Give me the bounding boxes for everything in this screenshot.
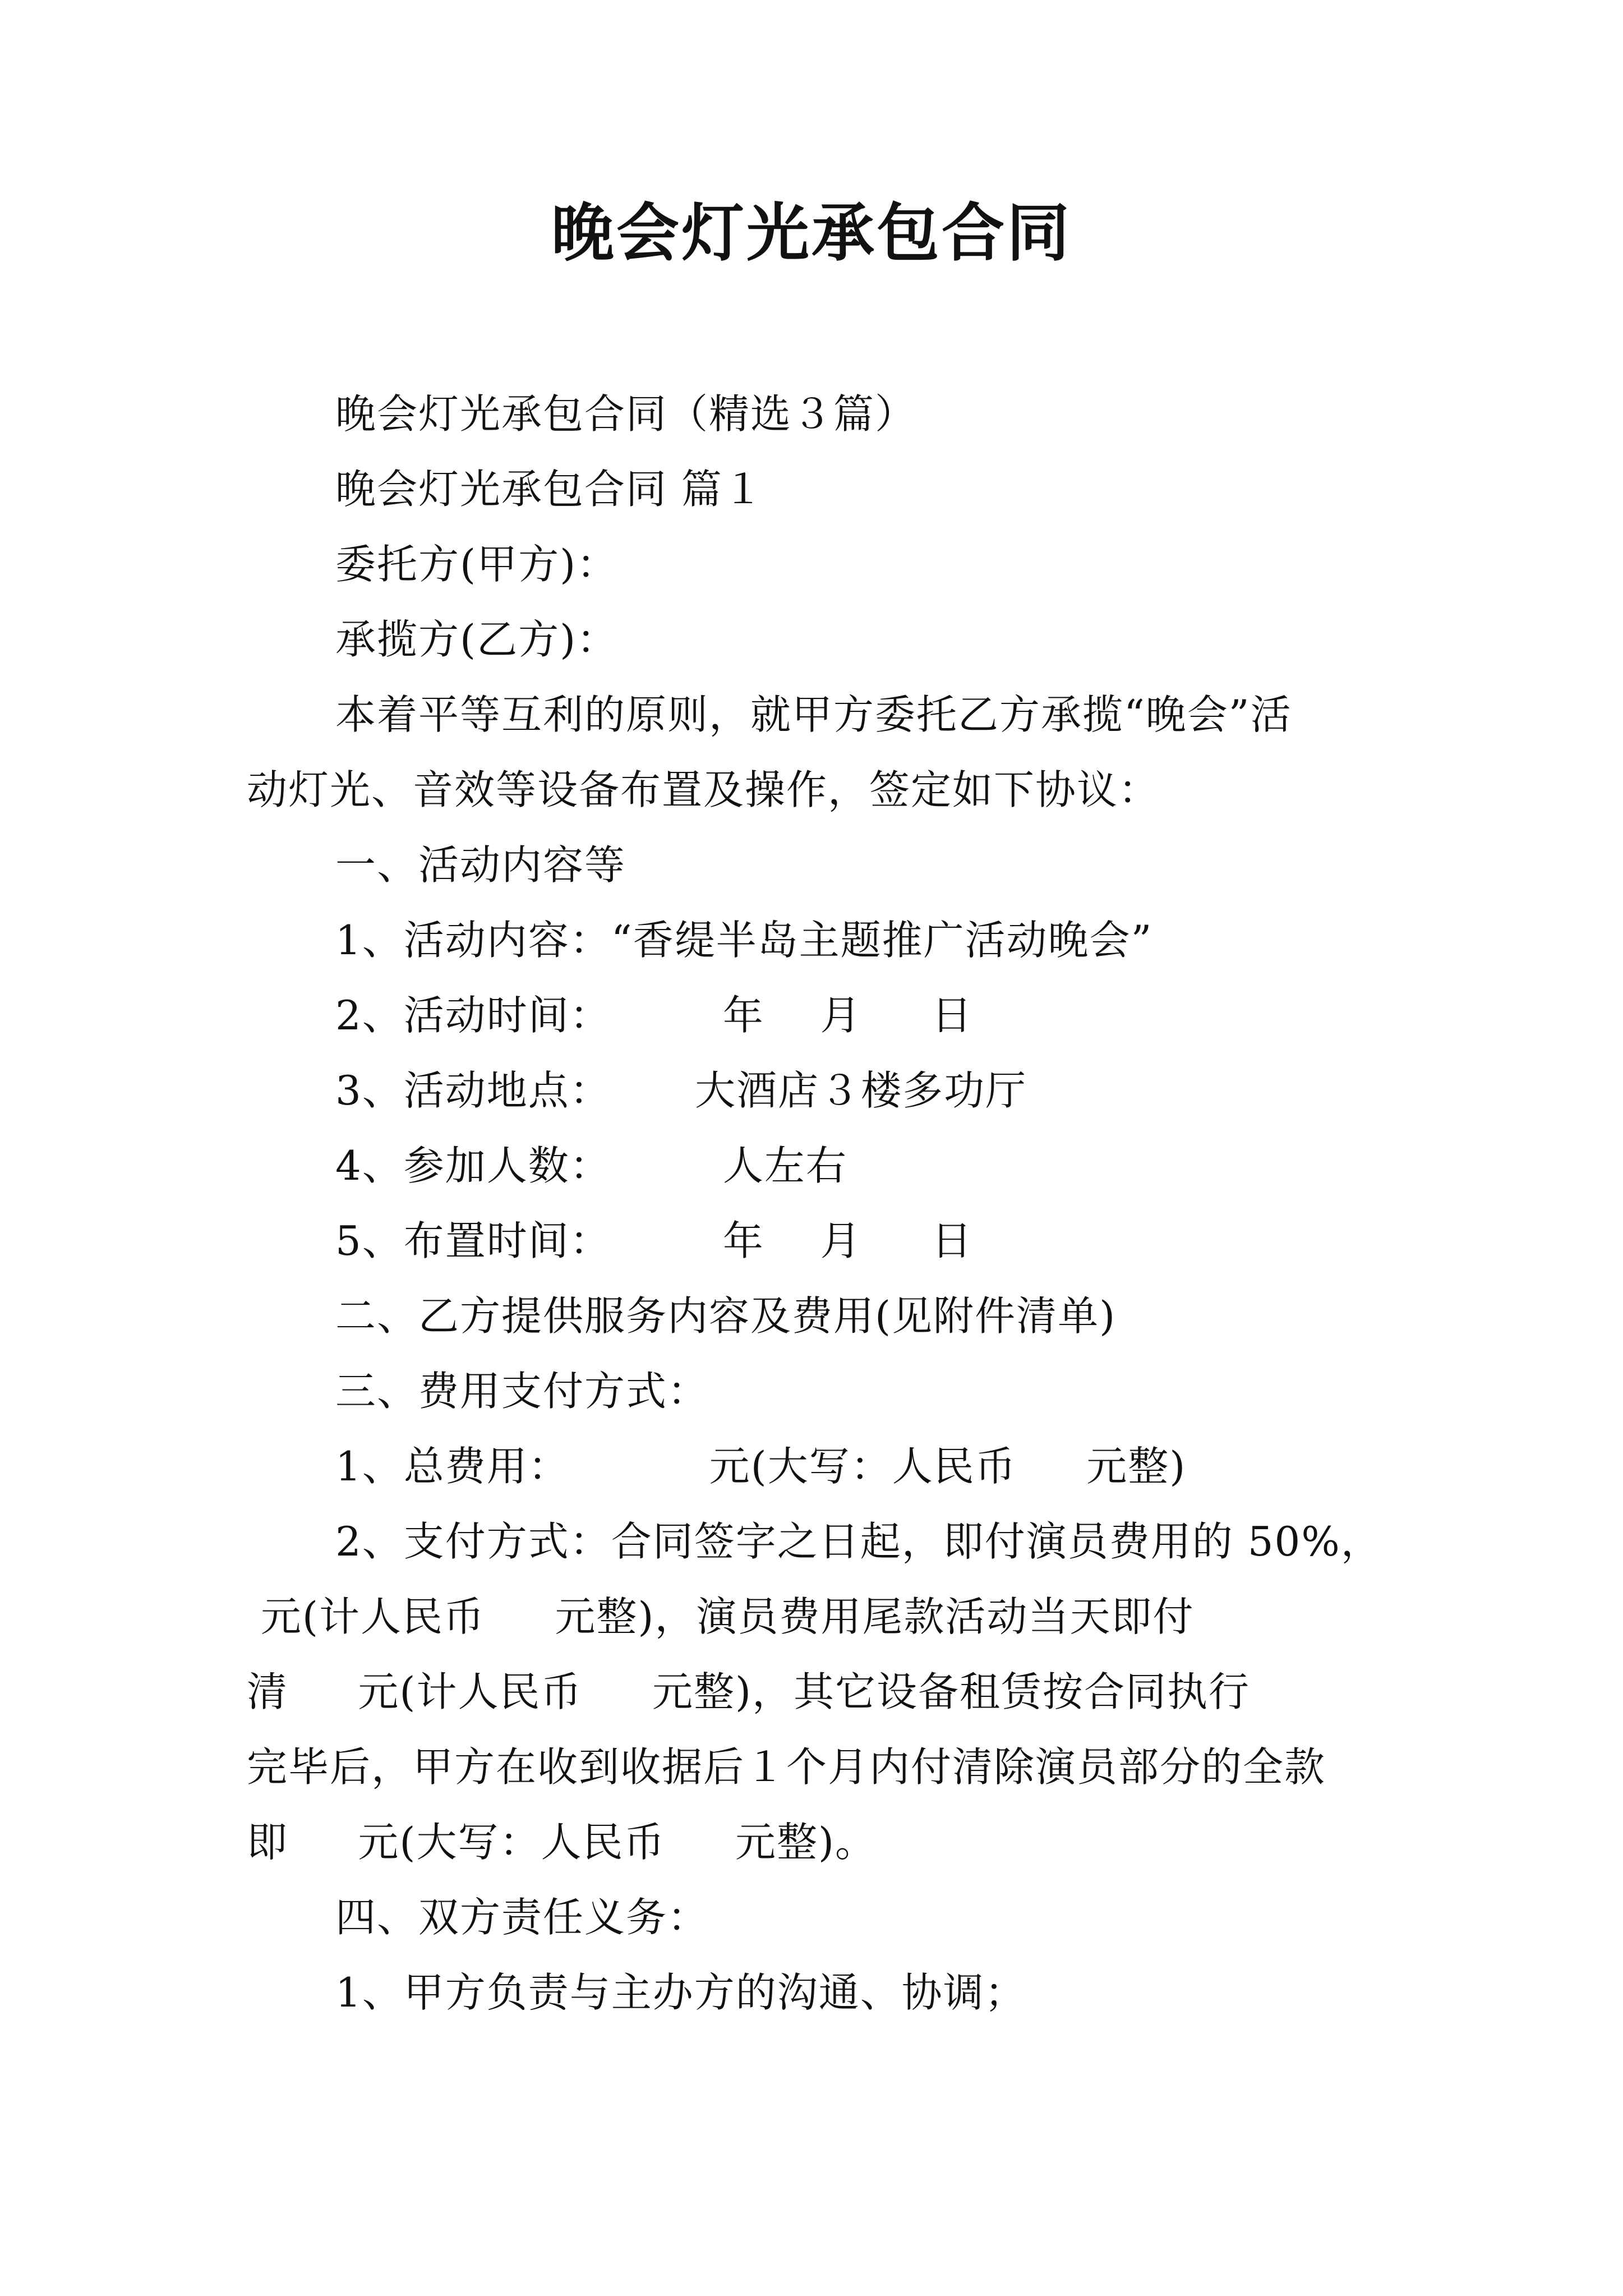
activity-location-line: 3、活动地点： 大酒店３楼多功厅 bbox=[335, 1067, 1027, 1114]
party-b-line: 承揽方(乙方)： bbox=[335, 616, 619, 663]
total-fee-line: 1、总费用： 元(大写：人民币 元整) bbox=[335, 1443, 1187, 1490]
payment-method-line-1: 2、支付方式：合同签字之日起，即付演员费用的 50%， bbox=[335, 1518, 1382, 1565]
intro-paragraph-line-1: 本着平等互利的原则，就甲方委托乙方承揽“晚会”活 bbox=[335, 691, 1292, 738]
attendee-count-line: 4、参加人数： 人左右 bbox=[335, 1142, 847, 1189]
subtitle-selected-3: 晚会灯光承包合同（精选３篇） bbox=[335, 390, 917, 438]
party-a-duty-line-1: 1、甲方负责与主办方的沟通、协调； bbox=[335, 1969, 1026, 2016]
intro-paragraph-line-2: 动灯光、音效等设备布置及操作，签定如下协议： bbox=[247, 766, 1160, 813]
activity-content-line: 1、活动内容：“香缇半岛主题推广活动晚会” bbox=[335, 917, 1153, 964]
document-title: 晚会灯光承包合同 bbox=[551, 196, 1072, 270]
payment-method-line-2: 元(计人民币 元整)，演员费用尾款活动当天即付 bbox=[247, 1593, 1195, 1640]
payment-method-line-5: 即 元(大写：人民币 元整)。 bbox=[247, 1819, 877, 1866]
payment-method-line-3: 清 元(计人民币 元整)，其它设备租赁按合同执行 bbox=[247, 1668, 1251, 1715]
clause-3-heading: 三、费用支付方式： bbox=[335, 1368, 709, 1415]
section-heading-part-1: 晚会灯光承包合同 篇１ bbox=[335, 466, 764, 513]
setup-time-line: 5、布置时间： 年 月 日 bbox=[335, 1217, 973, 1264]
payment-method-line-4: 完毕后，甲方在收到收据后１个月内付清除演员部分的全款 bbox=[247, 1743, 1326, 1791]
clause-2-heading: 二、乙方提供服务内容及费用(见附件清单) bbox=[335, 1292, 1117, 1340]
party-a-line: 委托方(甲方)： bbox=[335, 541, 619, 588]
clause-1-heading: 一、活动内容等 bbox=[335, 841, 626, 889]
clause-4-heading: 四、双方责任义务： bbox=[335, 1894, 709, 1941]
activity-time-line: 2、活动时间： 年 月 日 bbox=[335, 992, 973, 1039]
